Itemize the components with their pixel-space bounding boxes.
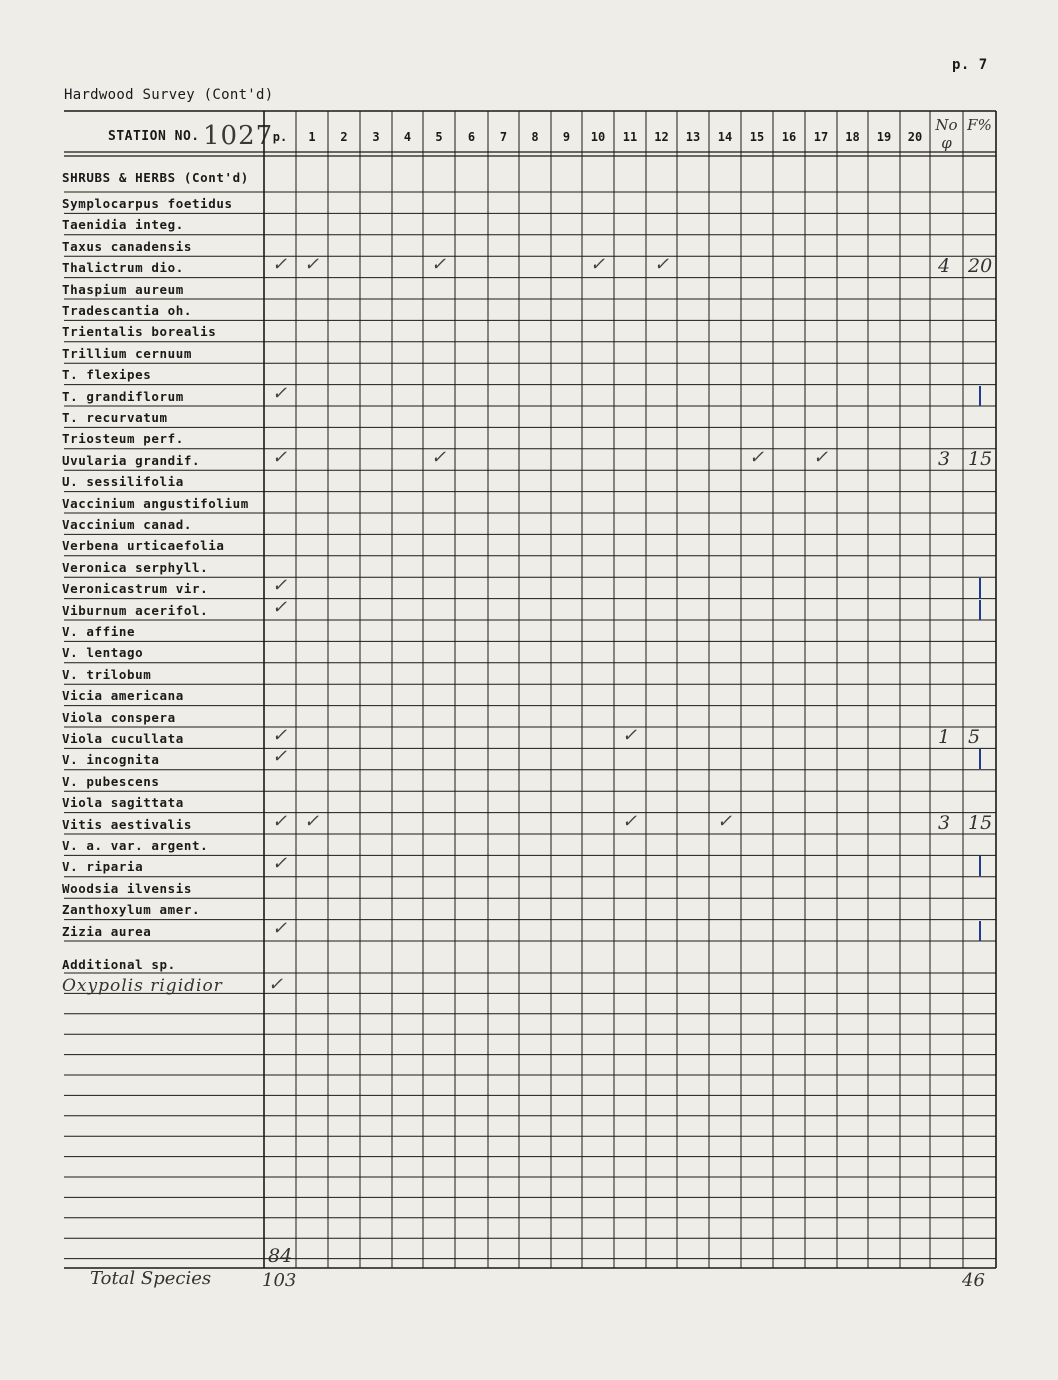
column-header-10: 10 — [590, 130, 606, 144]
column-header-6: 6 — [467, 130, 476, 144]
station-number: 1027 — [203, 121, 274, 151]
species-name: V. a. var. argent. — [62, 838, 209, 853]
frequency-percent: 15 — [968, 811, 993, 834]
species-name: Zanthoxylum amer. — [62, 902, 201, 918]
species-name: Verbena urticaefolia — [62, 538, 225, 554]
species-name: T. flexipes — [62, 367, 152, 383]
check-mark: ✓ — [717, 810, 733, 832]
additional-species-entry: Oxypolis rigidior — [62, 976, 223, 996]
species-name: Viola cucullata — [62, 731, 184, 746]
total-species-count: 103 — [262, 1270, 297, 1291]
species-name: Viola conspera — [62, 709, 176, 725]
species-name: Vaccinium canad. — [62, 517, 193, 532]
column-header-22: F% — [967, 116, 992, 134]
check-mark: ✓ — [272, 575, 288, 597]
species-name: Veronica serphyll. — [62, 559, 209, 575]
column-header-15: 15 — [749, 130, 765, 144]
check-mark: ✓ — [622, 725, 638, 746]
column-header-4: 4 — [403, 130, 412, 144]
check-mark: ✓ — [272, 596, 288, 618]
column-header-1: 1 — [308, 130, 316, 144]
check-mark: ✓ — [272, 917, 288, 939]
column-header-9: 9 — [562, 130, 571, 144]
species-name: Taenidia integ. — [62, 217, 184, 233]
column-header-14: 14 — [717, 130, 733, 144]
species-name: Trientalis borealis — [62, 324, 217, 340]
species-name: Thalictrum dio. — [62, 260, 184, 276]
species-name: U. sessilifolia — [62, 474, 184, 490]
check-mark: ✓ — [749, 446, 765, 468]
occurrence-count: 1 — [938, 726, 951, 748]
check-mark: ✓ — [272, 746, 288, 768]
occurrence-count: 3 — [938, 811, 951, 834]
station-label: STATION NO. — [108, 129, 200, 144]
check-mark: ✓ — [813, 446, 829, 468]
column-header-13: 13 — [685, 130, 701, 144]
column-header-3: 3 — [372, 130, 380, 144]
blue-tally-mark — [979, 921, 981, 941]
blue-tally-mark — [979, 856, 981, 876]
column-header-11: 11 — [622, 130, 638, 144]
species-name: Viola sagittata — [62, 795, 184, 811]
column-header-20: 20 — [907, 130, 923, 144]
blue-tally-mark — [979, 600, 981, 620]
check-mark: ✓ — [272, 446, 288, 468]
p-column-total: 84 — [268, 1245, 293, 1267]
species-name: Symplocarpus foetidus — [62, 196, 233, 211]
section-header: SHRUBS & HERBS (Cont'd) — [62, 170, 249, 185]
check-mark: ✓ — [590, 254, 606, 276]
species-name: V. riparia — [62, 859, 144, 875]
column-header-8: 8 — [531, 130, 539, 144]
check-mark: ✓ — [272, 382, 288, 404]
column-header-12: 12 — [654, 130, 669, 144]
species-name: Tradescantia oh. — [62, 303, 193, 318]
species-name: Vicia americana — [62, 688, 184, 704]
species-name: Uvularia grandif. — [62, 452, 201, 468]
blue-tally-mark — [979, 386, 981, 406]
frequency-percent: 5 — [968, 726, 981, 748]
species-name: Thaspium aureum — [62, 281, 184, 297]
occurrence-count: 4 — [938, 255, 951, 278]
check-mark: ✓ — [304, 254, 320, 276]
column-header-18: 18 — [845, 130, 860, 144]
occurrence-count: 3 — [938, 447, 951, 470]
frequency-total: 46 — [962, 1270, 985, 1291]
survey-title: Hardwood Survey (Cont'd) — [64, 87, 274, 103]
species-name: Veronicastrum vir. — [62, 581, 209, 597]
species-name: V. pubescens — [62, 773, 160, 789]
check-mark: ✓ — [654, 254, 670, 276]
species-name: Triosteum perf. — [62, 431, 184, 447]
check-mark: ✓ — [431, 254, 447, 276]
column-header-7: 7 — [499, 130, 508, 144]
column-header-2: 2 — [340, 130, 348, 144]
check-mark: ✓ — [272, 853, 288, 875]
species-name: Vitis aestivalis — [62, 816, 193, 832]
check-mark: ✓ — [431, 446, 447, 468]
frequency-percent: 20 — [968, 255, 993, 278]
species-name: T. grandiflorum — [62, 388, 184, 404]
blue-tally-mark — [979, 578, 981, 598]
column-header-0: p. — [272, 130, 288, 144]
column-header-19: 19 — [876, 130, 892, 144]
check-mark: ✓ — [272, 810, 288, 832]
species-name: Taxus canadensis — [62, 238, 193, 254]
species-name: V. trilobum — [62, 666, 152, 682]
check-mark: ✓ — [622, 810, 638, 832]
column-header-16: 16 — [781, 130, 797, 144]
column-header-5: 5 — [435, 130, 443, 144]
species-name: V. lentago — [62, 645, 144, 661]
check-mark: ✓ — [272, 725, 288, 746]
check-mark: ✓ — [304, 810, 320, 832]
species-name: Woodsia ilvensis — [62, 880, 193, 896]
check-mark: ✓ — [272, 254, 288, 276]
column-header-17: 17 — [813, 130, 829, 144]
species-name: Zizia aurea — [62, 923, 152, 939]
page-number: p. 7 — [952, 57, 988, 73]
total-species-label: Total Species — [90, 1268, 212, 1289]
species-name: T. recurvatum — [62, 410, 168, 425]
blue-tally-mark — [979, 749, 981, 769]
frequency-percent: 15 — [968, 447, 993, 470]
species-name: Trillium cernuum — [62, 345, 193, 361]
additional-species-header: Additional sp. — [62, 957, 176, 972]
column-header-21: No φ — [935, 116, 958, 152]
species-name: Vaccinium angustifolium — [62, 495, 249, 511]
additional-check-mark: ✓ — [268, 974, 284, 995]
species-name: V. incognita — [62, 752, 160, 768]
species-name: V. affine — [62, 624, 136, 639]
species-name: Viburnum acerifol. — [62, 602, 209, 618]
